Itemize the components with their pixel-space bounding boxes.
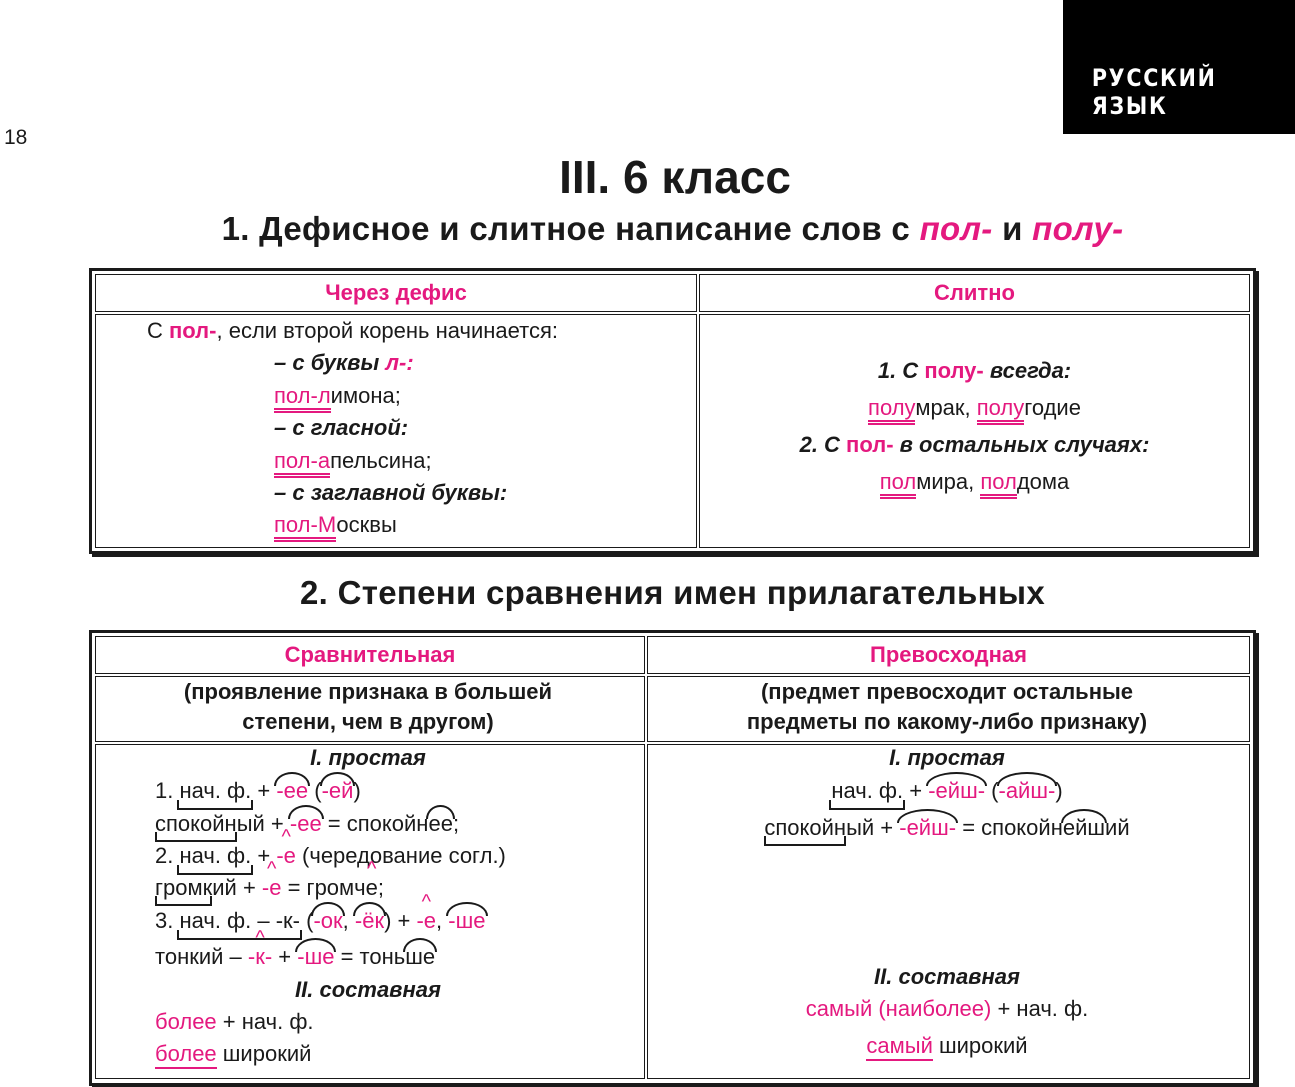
solid-rule-polu: 1. С полу- всегда:	[877, 358, 1072, 383]
comparative-example-3: тонкий – ^ -к- + -ше = тоньше	[155, 944, 435, 970]
comparative-desc-2: степени, чем в другом)	[242, 709, 494, 734]
superlative-header: Превосходная	[647, 636, 1250, 674]
subject-banner	[1063, 0, 1295, 134]
superlative-compound-example: самый широкий	[646, 1033, 1248, 1059]
superlative-compound-rule: самый (наиболее) + нач. ф.	[805, 996, 1089, 1021]
comparative-rule-1: 1. нач. ф. + -ее (-ей)	[155, 778, 361, 803]
comparative-header: Сравнительная	[95, 636, 645, 674]
section1-heading: 1. Дефисное и слитное написание слов с пол- и полу-	[221, 210, 1124, 247]
page-number: 18	[4, 126, 28, 149]
comparative-compound-label: II. составная	[295, 977, 441, 1002]
hyphen-case-vowel: – с гласной:	[274, 415, 409, 440]
solid-examples-polu: полумрак, полугодие	[697, 395, 1252, 421]
section2-heading: 2. Степени сравнения имен прилагательных	[300, 574, 1045, 611]
superlative-simple-label: I. простая	[889, 745, 1005, 770]
subject-title: РУССКИЙ ЯЗЫК	[1091, 64, 1217, 120]
comparative-simple-label: I. простая	[310, 745, 426, 770]
hyphen-example-moskvy: пол-Москвы	[274, 512, 397, 538]
comparative-example-2: громкий + ^ -е = громч^ е;	[155, 875, 384, 901]
hyphen-case-l: – с буквы л-:	[274, 350, 414, 375]
hyphen-case-capital: – с заглавной буквы:	[274, 480, 508, 505]
hyphen-example-apelsina: пол-апельсина;	[274, 448, 432, 474]
page-title: III. 6 класс	[559, 151, 791, 203]
solid-examples-pol: полмира, полдома	[697, 469, 1252, 495]
hyphen-example-limona: пол-лимона;	[274, 383, 401, 409]
comparative-example-1: спокойный + -ее = спокойнее;	[155, 811, 460, 836]
superlative-desc-1: (предмет превосходит остальные	[760, 679, 1134, 704]
superlative-compound-label: II. составная	[874, 964, 1020, 989]
hyphen-header: Через дефис	[95, 274, 697, 312]
comparative-rule-2: 2. нач. ф. + ^ -е (чередование согл.)	[155, 843, 506, 869]
solid-rule-pol: 2. С пол- в остальных случаях:	[799, 432, 1150, 457]
hyphen-intro: С пол-, если второй корень начинается:	[147, 318, 559, 343]
superlative-desc-2: предметы по какому-либо признаку)	[746, 709, 1148, 734]
comparative-compound-example: более широкий	[155, 1041, 311, 1067]
solid-cell	[699, 314, 1250, 548]
comparative-rule-3: 3. нач. ф. – -к- (-ок, -ёк) + ^ -е, -ше	[155, 908, 486, 934]
comparative-compound-rule: более + нач. ф.	[155, 1009, 314, 1034]
superlative-rule-1: нач. ф. + -ейш- (-айш-)	[831, 778, 1063, 803]
solid-header: Слитно	[699, 274, 1250, 312]
comparative-desc-1: (проявление признака в большей	[183, 679, 553, 704]
superlative-example-1: спокойный + -ейш- = спокойнейший	[764, 815, 1130, 840]
